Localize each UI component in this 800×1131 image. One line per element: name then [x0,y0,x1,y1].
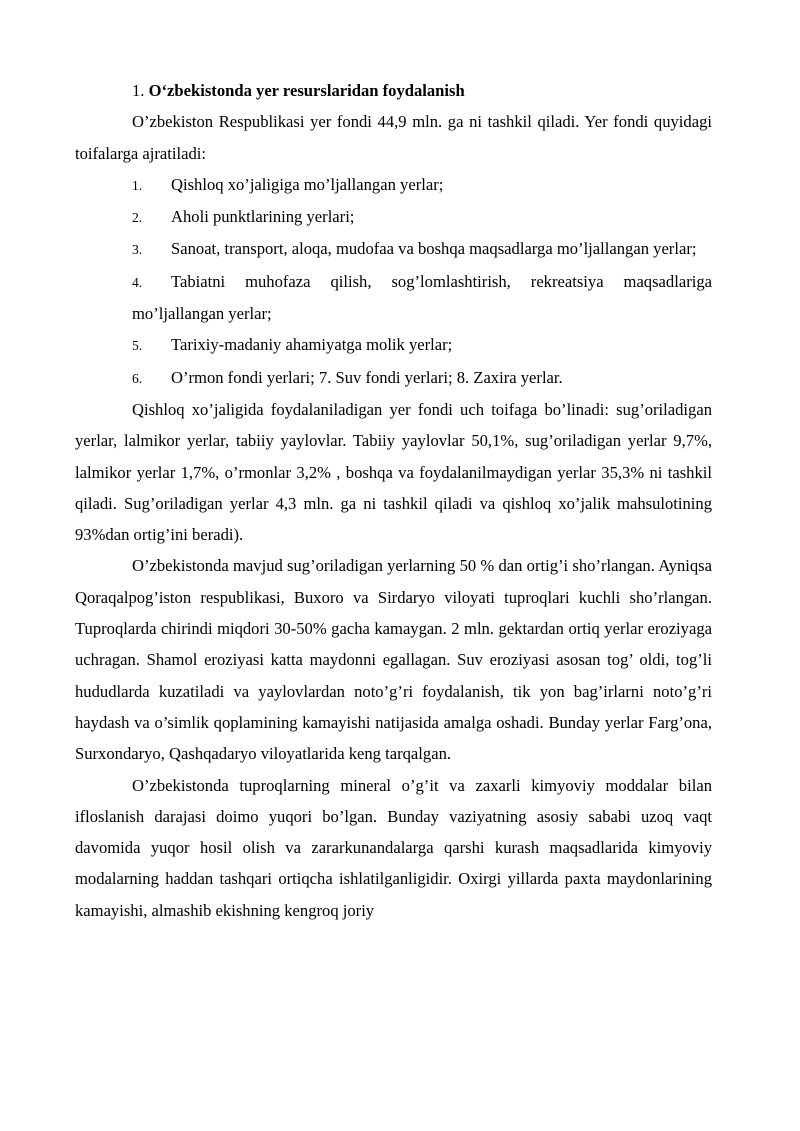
list-item [75,362,712,394]
list-marker: 5. [132,338,143,354]
section-number: 1. [132,81,145,100]
body-paragraph-pollution: O’zbekistonda tuproqlarning mineral o’g’it va zaxarli kimyoviy moddalar bilan ifloslanish darajasi doimo yuqori bo’lgan. Bunday vaziyatning asosiy sababi uzoq vaqt davomida yuqor hosil olish va zararkunandalarga qarshi kurash maqsadlarida kimyoviy modalarning haddan tashqari ortiqcha ishlatilganligidir. Oxirgi yillarda paxta maydonlarining kamayishi, almashib ekishning kengroq joriy [75,775,712,920]
section-heading [75,75,712,106]
document-page [75,75,712,926]
section-title: O‘zbekistonda yer resurslaridan foydalanish [148,81,465,100]
list-marker: 6. [132,370,143,386]
list-item [75,201,712,233]
list-item [75,266,712,330]
intro-paragraph: O’zbekiston Respublikasi yer fondi 44,9 mln. ga ni tashkil qiladi. Yer fondi quyidagi toifalarga ajratiladi: [75,112,712,163]
list-item-text: O’rmon fondi yerlari; 7. Suv fondi yerlari; 8. Zaxira yerlar. [171,367,563,387]
list-marker: 2. [132,210,143,226]
list-item [75,329,712,361]
list-item-text: Tarixiy-madaniy ahamiyatga molik yerlar; [171,335,453,355]
list-item [75,169,712,201]
land-category-list [75,169,712,394]
list-marker: 1. [132,177,143,193]
list-item-text: Aholi punktlarining yerlari; [171,207,355,227]
list-item-text: Qishloq xo’jaligiga mo’ljallangan yerlar; [171,174,444,194]
list-marker: 4. [132,274,143,290]
list-item-text: Sanoat, transport, aloqa, mudofaa va boshqa maqsadlarga mo’ljallangan yerlar; [171,239,697,259]
body-paragraph-agriculture: Qishloq xo’jaligida foydalaniladigan yer fondi uch toifaga bo’linadi: sug’oriladigan yerlar, lalmikor yerlar, tabiiy yaylovlar. Tabiiy yaylovlar 50,1%, sug’oriladigan yerlar 9,7%, lalmikor yerlar 1,7%, o’rmonlar 3,2% , boshqa va foydalanilmaydigan yerlar 35,3% ni tashkil qiladi. Sug’oriladigan yerlar 4,3 mln. ga ni tashkil qiladi va qishloq xo’jalik mahsulotining 93%dan ortig’ini beradi). [75,399,712,545]
list-marker: 3. [132,242,143,258]
body-paragraph-salinization: O’zbekistonda mavjud sug’oriladigan yerlarning 50 % dan ortig’i sho’rlangan. Ayniqsa Qoraqalpog’iston respublikasi, Buxoro va Sirdaryo viloyati tuproqlari kuchli sho’rlangan. Tuproqlarda chirindi miqdori 30-50% gacha kamaygan. 2 mln. gektardan ortiq yerlar eroziyaga uchragan. Shamol eroziyasi katta maydonni egallagan. Suv eroziyasi asosan tog’ oldi, tog’li hududlarda kuzatiladi va yaylovlardan noto’g’ri foydalanish, tik yon bag’irlarni noto’g’ri haydash va o’simlik qoplamining kamayishi natijasida amalga oshadi. Bunday yerlar Farg’ona, Surxondaryo, Qashqadaryo viloyatlarida keng tarqalgan. [75,556,712,764]
list-item-text: Tabiatni muhofaza qilish, sog’lomlashtirish, rekreatsiya maqsadlariga mo’ljallangan yerlar; [132,271,712,324]
list-item [75,233,712,265]
